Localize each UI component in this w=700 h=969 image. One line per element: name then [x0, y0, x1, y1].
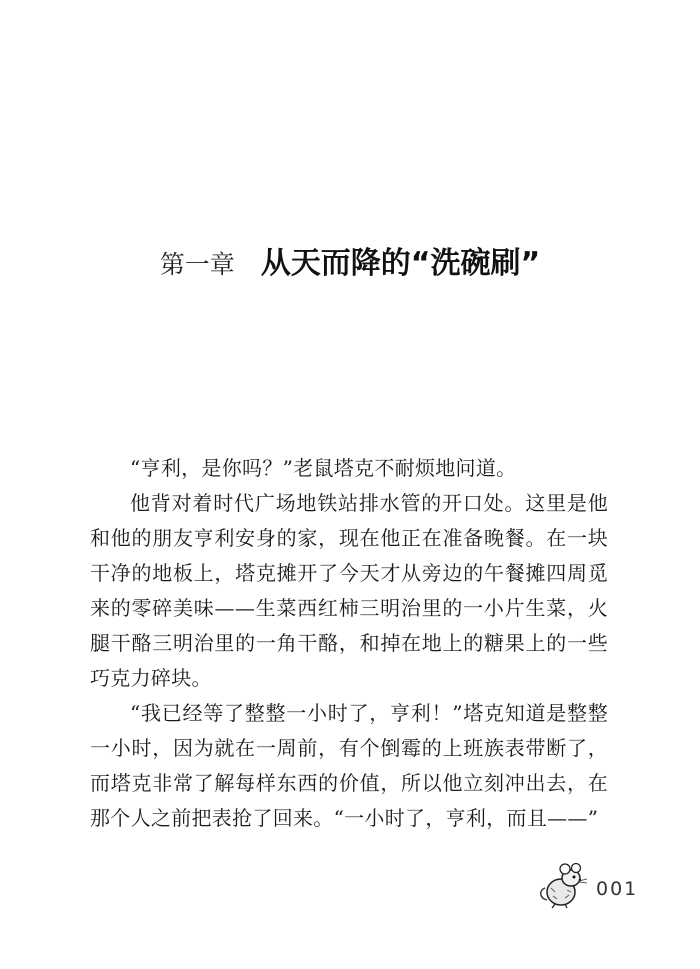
mouse-icon	[537, 862, 589, 910]
chapter-heading	[0, 238, 700, 282]
paragraph: 他背对着时代广场地铁站排水管的开口处。这里是他和他的朋友亨利安身的家，现在他正在准备晚餐。在一块干净的地板上，塔克摊开了今天才从旁边的午餐摊四周觅来的零碎美味——生菜西红柿三明治里的一小片生菜，火腿干酪三明治里的一角干酪，和掉在地上的糖果上的一些巧克力碎块。	[90, 491, 608, 690]
paragraph: “亨利，是你吗？”老鼠塔克不耐烦地问道。	[130, 456, 517, 480]
page-number: 001	[596, 878, 639, 900]
paragraph: “我已经等了整整一小时了，亨利！”塔克知道是整整一小时，因为就在一周前，有个倒霉的上班族表带断了，而塔克非常了解每样东西的价值，所以他立刻冲出去，在那个人之前把表抢了回来。“一小时了，亨利，而且——”	[90, 701, 608, 830]
chapter-number: 第一章	[159, 250, 235, 279]
chapter-body	[90, 451, 608, 836]
chapter-title: 从天而降的“洗碗刷”	[260, 246, 541, 281]
